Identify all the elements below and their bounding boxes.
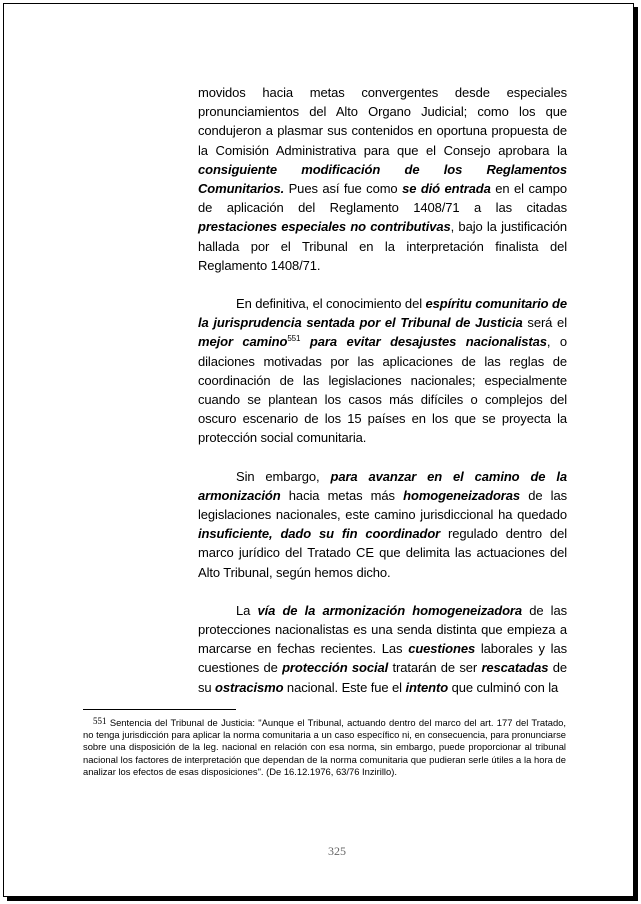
text-run: Sin embargo, (236, 468, 331, 484)
emphasis-text: mejor camino (198, 334, 288, 350)
text-run: hacia metas más (280, 487, 404, 503)
text-run: será el (522, 315, 567, 331)
text-run: movidos hacia metas convergentes desde especiales pronunciamientos del Alto Organo Judicial; como los que condujeron a plasmar sus contenidos en oportuna propuesta de la Comisión Administrativa para que el Consejo aprobara la (198, 85, 567, 158)
emphasis-text: cuestiones (408, 641, 476, 657)
emphasis-text: vía de la armonización homogeneizadora (257, 602, 523, 618)
text-run: nacional. Este fue el (283, 679, 406, 695)
text-run (300, 334, 310, 349)
text-run: en el campo de aplicación del Reglamento 1408/71 a las citadas (198, 181, 567, 216)
emphasis-text: para evitar desajustes nacionalistas (309, 334, 547, 350)
emphasis-text: prestaciones especiales no contributivas (198, 219, 451, 235)
body-paragraph (198, 83, 567, 275)
emphasis-text: rescatadas (481, 660, 549, 676)
footnote-reference: 551 (287, 334, 301, 344)
emphasis-text: consiguiente modificación de los Reglamentos Comunitarios. (198, 161, 567, 197)
body-paragraph (198, 601, 567, 697)
text-run: de su (198, 660, 567, 695)
body-paragraph (198, 467, 567, 582)
emphasis-text: para avanzar en el camino de la armonización (198, 468, 567, 503)
text-run: Pues así fue como (284, 181, 403, 197)
emphasis-text: se dió entrada (402, 181, 491, 197)
emphasis-text: protección social (282, 660, 389, 676)
text-run: de las protecciones nacionalistas es una senda distinta que empieza a marcarse en fechas recientes. Las (198, 602, 568, 657)
text-run: que culminó con la (448, 679, 559, 695)
emphasis-text: ostracismo (215, 679, 284, 695)
emphasis-text: intento (405, 679, 449, 695)
emphasis-text: espíritu comunitario de la jurisprudencia sentada por el Tribunal de Justicia (198, 296, 567, 331)
text-run: tratarán de ser (388, 660, 482, 676)
text-run: , o dilaciones motivadas por las aplicaciones de las reglas de coordinación de las legislaciones nacionales; especialmente cuando se plantean los casos más difíciles o complejos del oscuro escenario de los 15 países en los que se proyecta la protección social comunitaria. (198, 334, 568, 446)
footnote (83, 715, 566, 778)
text-run: En definitiva, el conocimiento del (236, 296, 426, 312)
emphasis-text: homogeneizadoras (403, 487, 521, 503)
body-paragraph (198, 294, 567, 448)
text-run: , bajo la justificación hallada por el Tribunal en la interpretación finalista del Reglamento 1408/71. (198, 219, 567, 273)
footnote-separator (83, 709, 236, 710)
emphasis-text: insuficiente, dado su fin coordinador (198, 526, 441, 542)
text-run: laborales y las cuestiones de (198, 641, 568, 676)
body-text (198, 83, 567, 716)
page-shadow-bottom (7, 897, 638, 901)
page-number: 325 (328, 844, 346, 858)
footnote-text: Sentencia del Tribunal de Justicia: "Aunque el Tribunal, actuando dentro del marco del art. 177 del Tratado, no tenga jurisdicción para aplicar la norma comunitaria a un caso específico ni, en consecuencia, para pronunciarse sobre una disposición de la leg. nacional en relación con esa norma, sin embargo, puede proporcionar al tribunal nacional los factores de interpretación que dependan de la norma comunitaria que pudieran serle útiles a la hora de analizar los efectos de esas disposiciones". (De 16.12.1976, 63/76 Inzirillo). (83, 717, 566, 777)
text-run: de las legislaciones nacionales, este camino jurisdiccional ha quedado (198, 487, 567, 523)
text-run: regulado dentro del marco jurídico del Tratado CE que delimita las actuaciones del Alto Tribunal, según hemos dicho. (198, 526, 567, 580)
document-page (3, 3, 634, 897)
footnote-number: 551 (93, 716, 107, 726)
page-shadow-right (634, 7, 638, 901)
text-run: La (236, 602, 258, 618)
